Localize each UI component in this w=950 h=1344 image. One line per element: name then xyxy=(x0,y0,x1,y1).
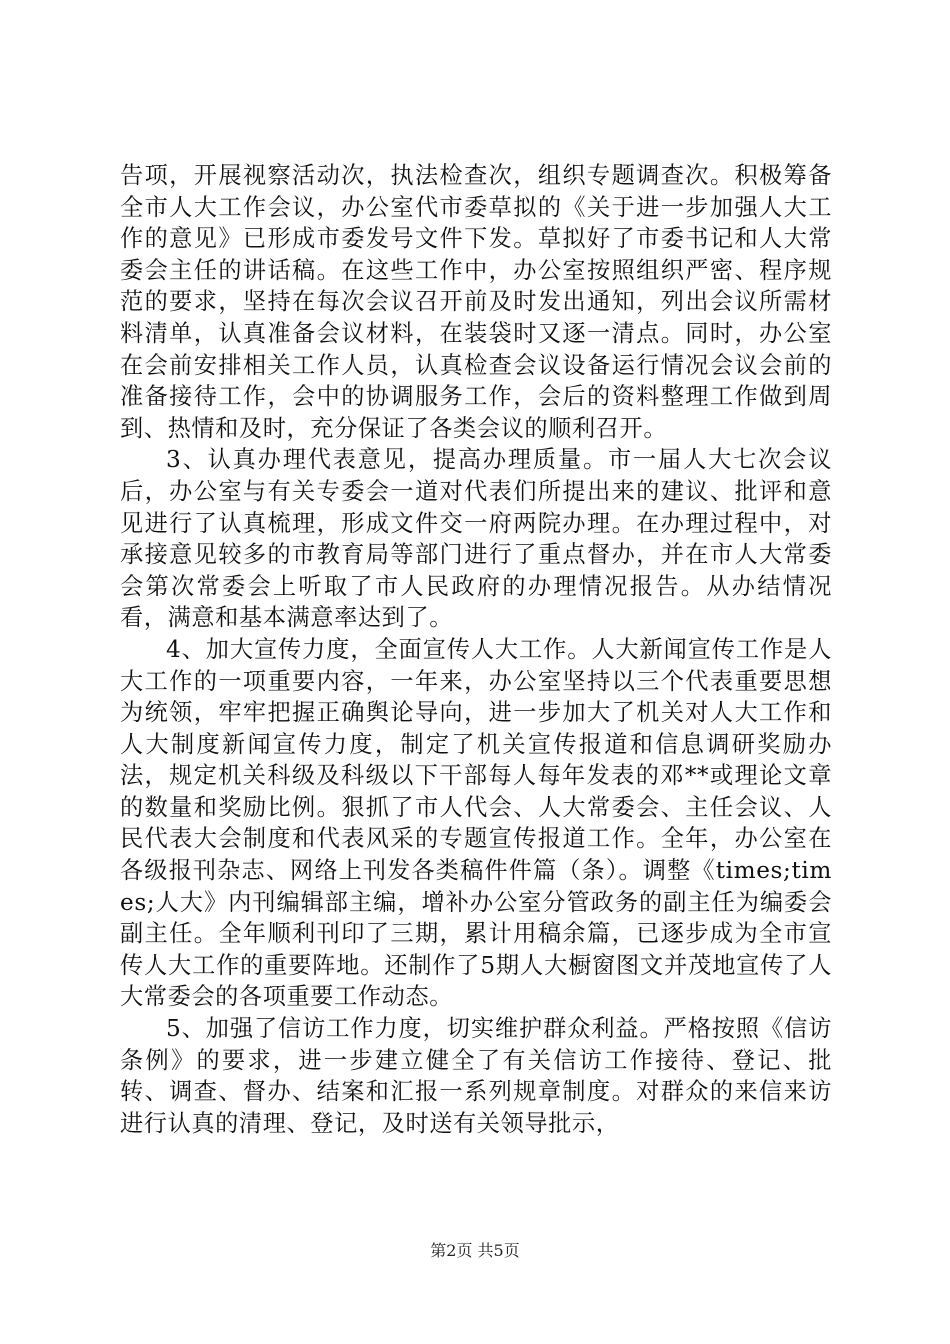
page-number-footer: 第2页 共5页 xyxy=(430,1241,520,1260)
paragraph-publicity-work: 4、加大宣传力度，全面宣传人大工作。人大新闻宣传工作是人大工作的一项重要内容，一年来，办公室坚持以三个代表重要思想为统领，牢牢把握正确舆论导向，进一步加大了机关对人大工作和人大制度新闻宣传力度，制定了机关宣传报道和信息调研奖励办法，规定机关科级及科级以下干部每人每年发表的邓**或理论文章的数量和奖励比例。狠抓了市人代会、人大常委会、主任会议、人民代表大会制度和代表风采的专题宣传报道工作。全年，办公室在各级报刊杂志、网络上刊发各类稿件件篇（条）。调整《times;times;人大》内刊编辑部主编，增补办公室分管政务的副主任为编委会副主任。全年顺利刊印了三期，累计用稿余篇，已逐步成为全市宣传人大工作的重要阵地。还制作了5期人大橱窗图文并茂地宣传了人大常委会的各项重要工作动态。 xyxy=(120,635,832,1011)
paragraph-meeting-work: 告项，开展视察活动次，执法检查次，组织专题调查次。积极筹备全市人大工作会议，办公室代市委草拟的《关于进一步加强人大工作的意见》已形成市委发号文件下发。草拟好了市委书记和人大常委会主任的讲话稿。在这些工作中，办公室按照组织严密、程序规范的要求，坚持在每次会议召开前及时发出通知，列出会议所需材料清单，认真准备会议材料，在装袋时又逐一清点。同时，办公室在会前安排相关工作人员，认真检查会议设备运行情况会议会前的准备接待工作，会中的协调服务工作，会后的资料整理工作做到周到、热情和及时，充分保证了各类会议的顺利召开。 xyxy=(120,162,832,442)
document-body xyxy=(120,160,832,1139)
paragraph-representative-opinions: 3、认真办理代表意见，提高办理质量。市一届人大七次会议后，办公室与有关专委会一道对代表们所提出来的建议、批评和意见进行了认真梳理，形成文件交一府两院办理。在办理过程中，对承接意见较多的市教育局等部门进行了重点督办，并在市人大常委会第次常委会上听取了市人民政府的办理情况报告。从办结情况看，满意和基本满意率达到了。 xyxy=(120,446,832,632)
paragraph-petition-work: 5、加强了信访工作力度，切实维护群众利益。严格按照《信访条例》的要求，进一步建立健全了有关信访工作接待、登记、批转、调查、督办、结案和汇报一系列规章制度。对群众的来信来访进行认真的清理、登记，及时送有关领导批示， xyxy=(120,1015,832,1137)
